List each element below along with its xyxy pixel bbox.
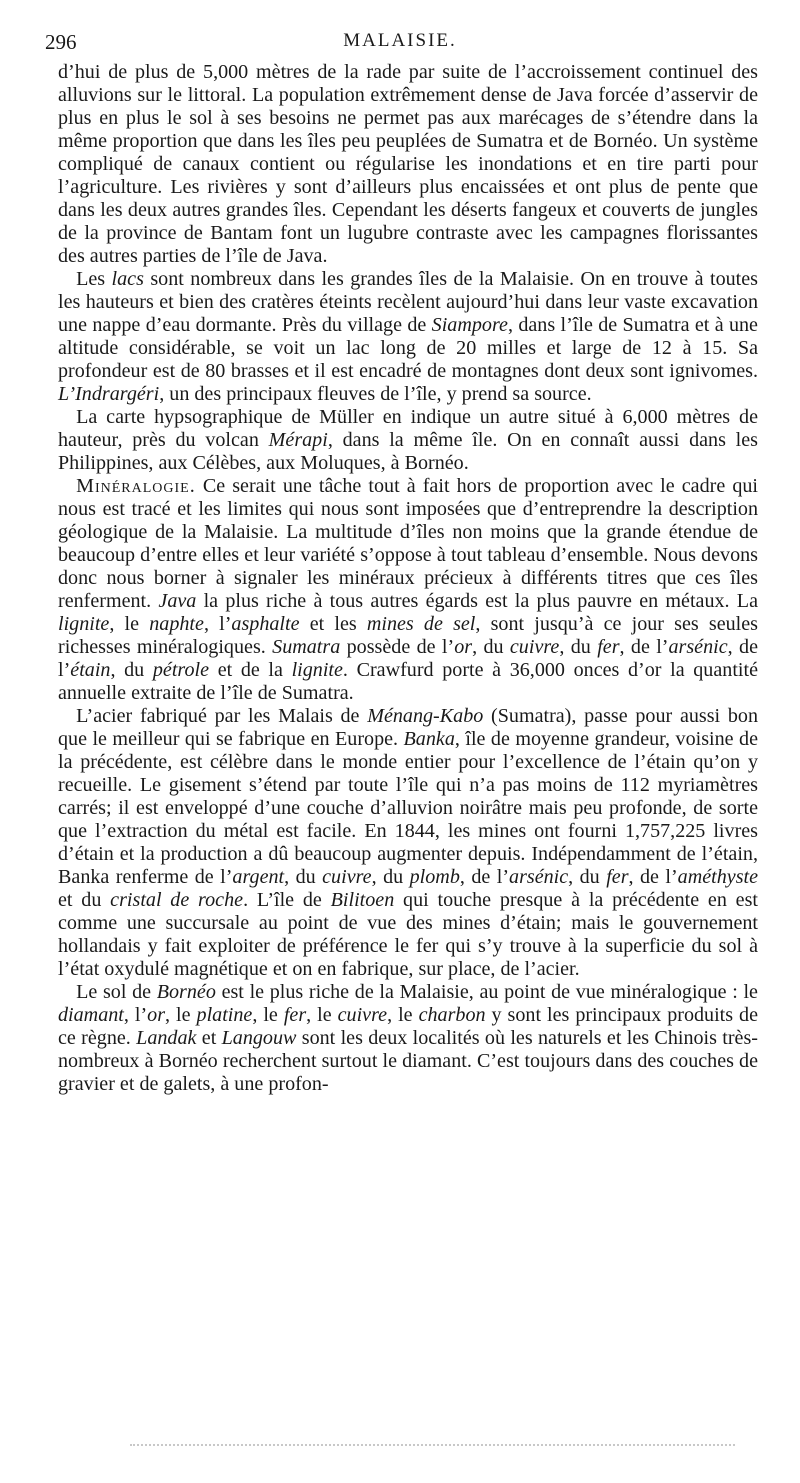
italic-term: cristal de roche — [110, 889, 244, 911]
text-run: . Crawfurd porte à 36,000 onces d’or la quantité annuelle extraite de l’île de Sumatra. — [58, 659, 758, 704]
italic-term: Sumatra — [272, 636, 341, 658]
text-run: , un des principaux fleuves de l’île, y prend sa source. — [159, 383, 592, 405]
italic-term: arsénic — [668, 636, 728, 658]
body-text — [58, 61, 758, 1096]
italic-term: Banka — [403, 728, 455, 750]
italic-term: cuivre — [337, 1004, 388, 1026]
text-run: , dans l’île de Sumatra et à une altitude considérable, se voit un lac long de 20 milles et large de 12 à 15. Sa profondeur est de 80 brasses et il est encadré de montagnes dont deux sont ignivomes. — [58, 314, 758, 382]
italic-term: asphalte — [231, 613, 300, 635]
page-header — [45, 30, 755, 60]
italic-term: fer — [283, 1004, 307, 1026]
italic-term: diamant — [58, 1004, 124, 1026]
italic-term: lacs — [111, 268, 144, 290]
text-run: , sont jusqu’à ce jour ses seules richesses minéralogiques. — [58, 613, 759, 658]
text-run: la plus riche à tous autres égards est la plus pauvre en métaux. La — [196, 590, 758, 612]
text-run: Le sol de — [76, 981, 157, 1003]
text-run: , du — [559, 636, 598, 658]
paragraph-borneo — [58, 981, 758, 1096]
text-run: d’hui de plus de 5,000 mètres de la rade par suite de l’accroissement continuel des alluvions sur le littoral. La population extrêmement dense de Java forcée d’asservir de plus en plus le sol à ses besoins ne permet pas aux marécages de s’étendre dans la même proportion que dans les îles peu peuplées de Sumatra et de Bornéo. Un système compliqué de canaux contient ou régularise les inondations et en tire parti pour l’agriculture. Les rivières y sont d’ailleurs plus encaissées et ont plus de pente que dans les deux autres grandes îles. Cependant les déserts fangeux et couverts de jungles de la province de Bantam font un lugubre contraste avec les campagnes florissantes des autres parties de l’île de Java. — [58, 61, 758, 267]
text-run: et — [196, 1027, 222, 1049]
italic-term: or — [147, 1004, 166, 1026]
text-run: est le plus riche de la Malaisie, au point de vue minéralogique : le — [215, 981, 758, 1003]
italic-term: cuivre — [509, 636, 560, 658]
text-run: Les — [76, 268, 112, 290]
italic-term: cuivre — [322, 866, 372, 888]
text-run: et les — [299, 613, 367, 635]
text-run: , le — [306, 1004, 338, 1026]
paragraph-lakes — [58, 268, 758, 406]
text-run: y sont les principaux produits de ce règne. — [58, 1004, 759, 1049]
italic-term: argent — [232, 866, 285, 888]
text-run: , dans la même île. On en connaît aussi dans les Philippines, aux Célèbes, aux Moluques, à Bornéo. — [58, 429, 758, 474]
text-run: , le — [109, 613, 150, 635]
italic-term: Bornéo — [156, 981, 216, 1003]
italic-term: pétrole — [152, 659, 210, 681]
paragraph-steel-banka — [58, 705, 758, 981]
italic-term: or — [454, 636, 473, 658]
italic-term: arsénic — [509, 866, 569, 888]
paragraph-muller-map — [58, 406, 758, 475]
text-run: , de l’ — [619, 636, 669, 658]
italic-term: Landak — [136, 1027, 197, 1049]
text-run: , le — [165, 1004, 197, 1026]
italic-term: lignite — [58, 613, 110, 635]
page-number: 296 — [45, 30, 77, 54]
italic-term: Java — [158, 590, 197, 612]
italic-term: plomb — [409, 866, 460, 888]
text-run: , de l’ — [628, 866, 678, 888]
text-run: , de l’ — [58, 636, 758, 681]
paragraph-deltas — [58, 61, 758, 268]
italic-term: Siampore — [431, 314, 508, 336]
text-run: , l’ — [123, 1004, 148, 1026]
text-run: et du — [58, 889, 111, 911]
italic-term: mines de sel — [366, 613, 476, 635]
italic-term: améthyste — [677, 866, 759, 888]
text-run: (Sumatra), passe pour aussi bon que le meilleur qui se fabrique en Europe. — [58, 705, 759, 750]
italic-term: Langouw — [221, 1027, 297, 1049]
italic-term: fer — [597, 636, 620, 658]
italic-term: Mérapi — [268, 429, 328, 451]
italic-term: naphte — [149, 613, 204, 635]
italic-term: étain — [70, 659, 111, 681]
running-title: MALAISIE. — [343, 30, 457, 51]
italic-term: lignite — [291, 659, 343, 681]
text-run: possède de l’ — [340, 636, 455, 658]
text-run: , de l’ — [459, 866, 510, 888]
text-run: , le — [252, 1004, 284, 1026]
text-run: , du — [472, 636, 510, 658]
italic-term: platine — [196, 1004, 253, 1026]
italic-term: fer — [606, 866, 629, 888]
text-run: . L’île de — [243, 889, 331, 911]
text-run: sont nombreux dans les grandes îles de la Malaisie. On en trouve à toutes les hauteurs et bien des cratères éteints recèlent aujourd’hui dans leur vaste excavation une nappe d’eau dormante. Près du village de — [58, 268, 758, 336]
text-run: , île de moyenne grandeur, voisine de la précédente, est célèbre dans le monde entier pour l’excellence de l’étain qu’on y recueille. Le gisement s’étend par toute l’île qui n’a pas moins de 112 myriamètres carrés; il est enveloppé d’une couche d’alluvion noirâtre mais peu profonde, de sorte que l’extraction du métal est facile. En 1844, les mines ont fourni 1,757,225 livres d’étain et la production a dû beaucoup augmenter depuis. Indépendamment de l’étain, Banka renferme de l’ — [58, 728, 758, 888]
text-run: sont les deux localités où les naturels et les Chinois très-nombreux à Bornéo recherchent surtout le diamant. C’est toujours dans des couches de gravier et de galets, à une profon- — [58, 1027, 758, 1095]
text-run: , le — [387, 1004, 419, 1026]
paragraph-mineralogy — [58, 475, 758, 705]
text-run: qui touche presque à la précédente en est comme une succursale au point de vue des mines d’étain; mais le gouvernement hollandais y fait exploiter de préférence le fer qui s’y trouve à la superficie du sol à l’état oxydulé magnétique et on en fabrique, sur place, de l’acier. — [58, 889, 758, 980]
text-run: , du — [568, 866, 607, 888]
text-run: Ce serait une tâche tout à fait hors de proportion avec le cadre qui nous est tracé et les limites qui nous sont imposées que d’entreprendre la description géologique de la Malaisie. La multitude d’îles non moins que la grande étendue de beaucoup d’entre elles et leur variété s’oppose à tout tableau d’ensemble. Nous devons donc nous borner à signaler les minéraux précieux à différents titres que ces îles renferment. — [58, 475, 758, 612]
text-run: , du — [110, 659, 153, 681]
italic-term: Bilitoen — [330, 889, 395, 911]
footer-rule — [130, 1444, 735, 1446]
text-run: et de la — [209, 659, 292, 681]
text-run: L’acier fabriqué par les Malais de — [76, 705, 368, 727]
italic-term: charbon — [418, 1004, 486, 1026]
section-heading: Minéralogie. — [76, 475, 196, 497]
text-run: , du — [371, 866, 410, 888]
text-run: , l’ — [203, 613, 232, 635]
text-run: , du — [284, 866, 323, 888]
italic-term: L’Indrargéri — [58, 383, 160, 405]
italic-term: Ménang-Kabo — [367, 705, 484, 727]
text-run: La carte hypsographique de Müller en indique un autre situé à 6,000 mètres de hauteur, près du volcan — [58, 406, 758, 451]
